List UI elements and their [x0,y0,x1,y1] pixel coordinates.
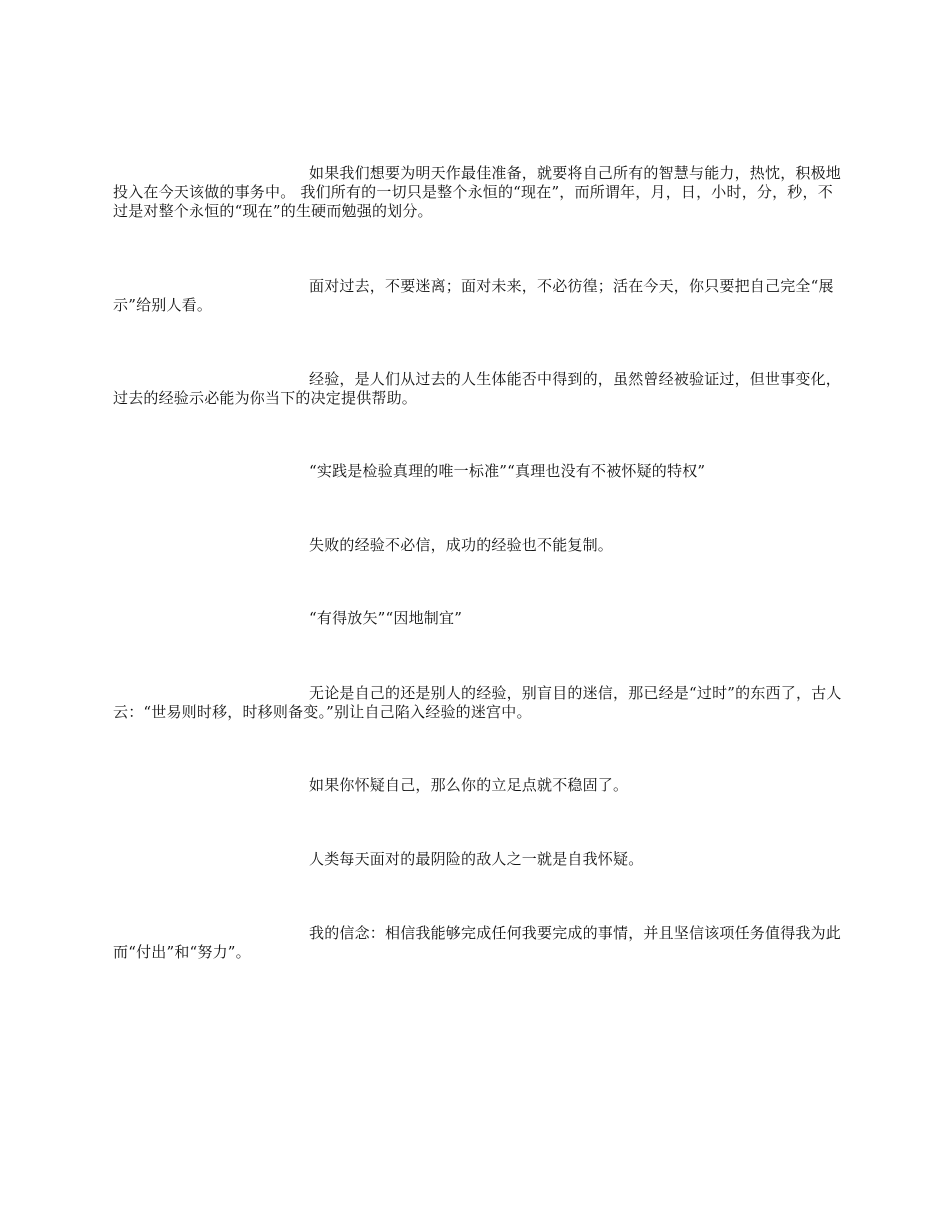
paragraph-9: 人类每天面对的最阴险的敌人之一就是自我怀疑。 [309,850,644,868]
paragraph-8: 如果你怀疑自己，那么你的立足点就不稳固了。 [309,776,629,794]
paragraph-4: “实践是检验真理的唯一标准”“真理也没有不被怀疑的特权” [309,462,706,480]
paragraph-7: 无论是自己的还是别人的经验，别盲目的迷信，那已经是“过时”的东西了，古人云：“世易则时移，时移则备变。”别让自己陷入经验的迷宫中。 [113,684,842,721]
paragraph-3: 经验，是人们从过去的人生体能否中得到的，虽然曾经被验证过，但世事变化，过去的经验示必能为你当下的决定提供帮助。 [113,370,842,407]
paragraph-2: 面对过去，不要迷离；面对未来，不必彷徨；活在今天，你只要把自己完全“展示”给别人看。 [113,277,834,314]
paragraph-6: “有得放矢”“因地制宜” [309,609,463,627]
paragraph-10: 我的信念：相信我能够完成任何我要完成的事情，并且坚信该项任务值得我为此而“付出”和“努力”。 [113,924,842,961]
paragraph-1: 如果我们想要为明天作最佳准备，就要将自己所有的智慧与能力，热忱，积极地投入在今天该做的事务中。 我们所有的一切只是整个永恒的“现在”，而所谓年，月，日，小时，分，秒，不过是对整个永恒的“现在”的生硬而勉强的划分。 [113,164,842,220]
paragraph-5: 失败的经验不必信，成功的经验也不能复制。 [309,536,614,554]
